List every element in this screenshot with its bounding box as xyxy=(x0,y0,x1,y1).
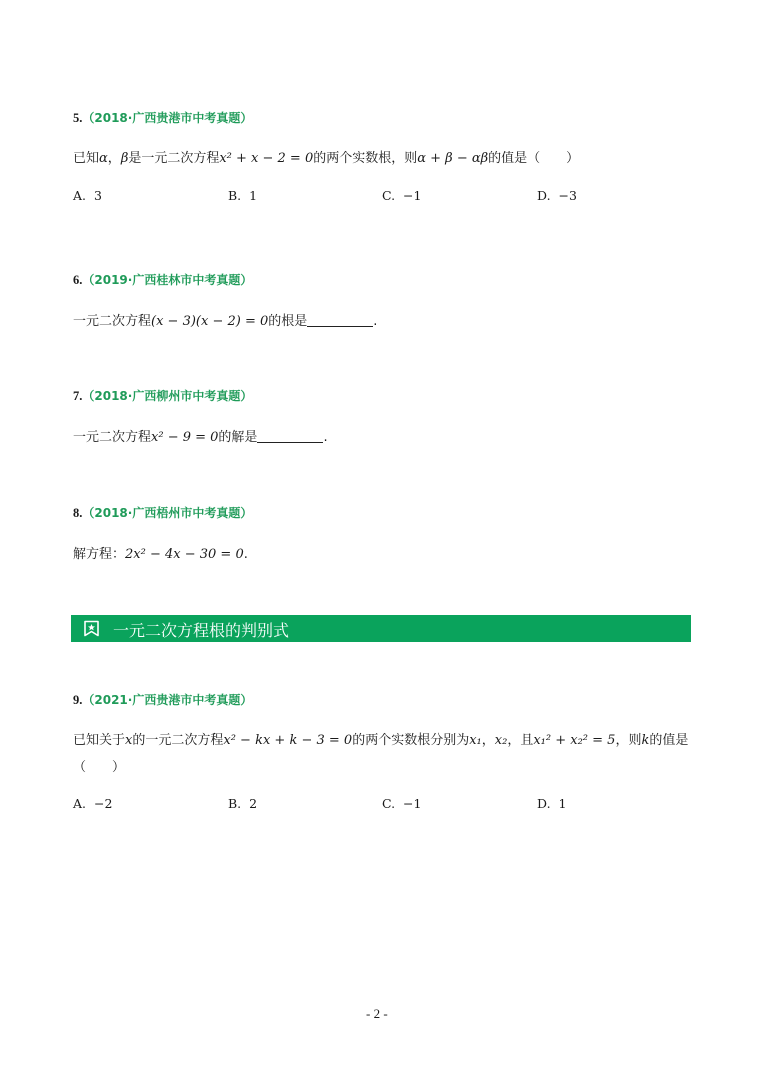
math-equation: x² − 9 = 0 xyxy=(151,430,219,445)
math-x1: x₁ xyxy=(469,733,482,748)
math-beta: β xyxy=(120,151,129,166)
section-title: 一元二次方程根的判别式 xyxy=(113,621,290,640)
math-equation: x² + x − 2 = 0 xyxy=(219,151,314,166)
stem-text: . xyxy=(323,430,328,445)
stem-text: 一元二次方程 xyxy=(73,314,152,329)
question-5-stem xyxy=(73,147,579,166)
option-value: −3 xyxy=(558,188,577,203)
question-7-header xyxy=(73,387,252,404)
question-source: （2021·广西贵港市中考真题） xyxy=(82,693,253,707)
bookmark-star-icon xyxy=(83,620,100,637)
option-label: C. xyxy=(382,796,396,811)
question-6-stem xyxy=(73,310,377,329)
option-label: B. xyxy=(228,796,242,811)
section-banner xyxy=(71,615,691,642)
page-number: - 2 - xyxy=(366,1006,388,1021)
option-c xyxy=(382,188,421,203)
stem-text: 的两个实数根分别为 xyxy=(352,733,470,748)
option-label: B. xyxy=(228,188,242,203)
stem-text: 的一元二次方程 xyxy=(132,733,224,748)
option-label: A. xyxy=(73,188,87,203)
stem-text: ，且 xyxy=(507,733,534,748)
option-a xyxy=(73,796,112,811)
question-source: （2018·广西柳州市中考真题） xyxy=(82,389,253,403)
option-c xyxy=(382,796,421,811)
answer-blank[interactable] xyxy=(307,312,373,327)
option-label: C. xyxy=(382,188,396,203)
question-9-stem xyxy=(73,729,688,748)
option-value: −1 xyxy=(403,188,422,203)
math-var-k: k xyxy=(641,733,650,748)
stem-text: 的两个实数根，则 xyxy=(313,151,418,166)
question-6-header xyxy=(73,271,252,288)
option-value: 2 xyxy=(249,796,258,811)
option-label: A. xyxy=(73,796,87,811)
option-value: 1 xyxy=(249,188,258,203)
math-x2: x₂ xyxy=(494,733,508,748)
option-value: 3 xyxy=(93,188,102,203)
answer-blank[interactable] xyxy=(257,428,323,443)
stem-text: 的值是（ ） xyxy=(488,151,580,166)
stem-text: （ ） xyxy=(73,760,126,775)
question-number: 8. xyxy=(73,506,83,520)
math-equation: 2x² − 4x − 30 = 0 xyxy=(125,547,244,562)
question-source: （2018·广西梧州市中考真题） xyxy=(82,506,253,520)
stem-text: 是一元二次方程 xyxy=(128,151,220,166)
stem-text: 一元二次方程 xyxy=(73,430,152,445)
stem-text: ， xyxy=(481,733,495,748)
stem-text: 的根是 xyxy=(268,314,308,329)
question-number: 7. xyxy=(73,389,83,403)
question-number: 5. xyxy=(73,111,83,125)
math-var-x: x xyxy=(125,733,133,748)
option-value: 1 xyxy=(558,796,567,811)
option-value: −1 xyxy=(403,796,422,811)
option-label: D. xyxy=(537,796,551,811)
question-9-stem-line2 xyxy=(73,756,125,775)
option-d xyxy=(537,796,566,811)
question-9-header xyxy=(73,691,252,708)
stem-text: 解方程： xyxy=(73,547,126,562)
option-b xyxy=(228,796,257,811)
option-d xyxy=(537,188,577,203)
math-equation: x² − kx + k − 3 = 0 xyxy=(223,733,353,748)
math-equation: (x − 3)(x − 2) = 0 xyxy=(151,314,269,329)
question-7-stem xyxy=(73,426,328,445)
option-label: D. xyxy=(537,188,551,203)
math-alpha: α xyxy=(99,151,108,166)
stem-text: 已知关于 xyxy=(73,733,126,748)
question-number: 9. xyxy=(73,693,83,707)
stem-text: ，则 xyxy=(615,733,642,748)
stem-text: . xyxy=(373,314,378,329)
question-8-stem xyxy=(73,543,248,562)
stem-text: 的解是 xyxy=(218,430,258,445)
option-value: −2 xyxy=(93,796,113,811)
math-condition: x₁² + x₂² = 5 xyxy=(533,733,616,748)
option-a xyxy=(73,188,102,203)
stem-text: ， xyxy=(107,151,121,166)
option-b xyxy=(228,188,257,203)
question-source: （2018·广西贵港市中考真题） xyxy=(82,111,253,125)
stem-text: . xyxy=(243,547,248,562)
question-number: 6. xyxy=(73,273,83,287)
question-5-header xyxy=(73,109,252,126)
question-source: （2019·广西桂林市中考真题） xyxy=(82,273,253,287)
stem-text: 已知 xyxy=(73,151,100,166)
question-8-header xyxy=(73,504,252,521)
math-expression: α + β − αβ xyxy=(417,151,489,166)
stem-text: 的值是 xyxy=(649,733,689,748)
